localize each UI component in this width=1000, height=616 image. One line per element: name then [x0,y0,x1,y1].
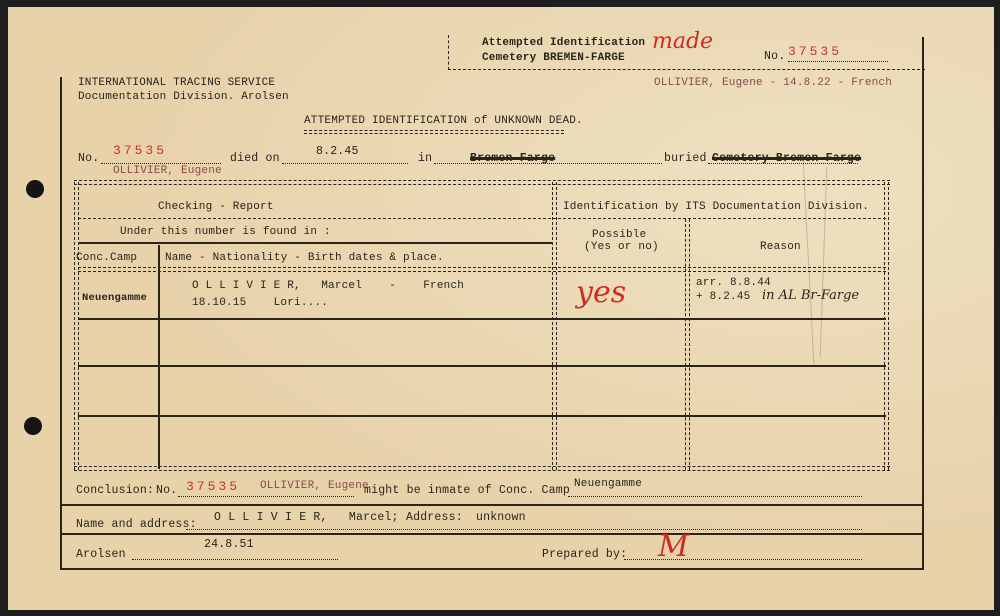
handwritten-made: made [652,29,714,54]
name-address-address-label: Address: [406,511,463,524]
paper-crease [803,157,815,367]
table-right-border [884,182,885,470]
conclusion-no-dots [178,496,354,497]
possible-subheader: (Yes or no) [584,241,659,253]
col-name-header: Name - Nationality - Birth dates & place. [165,252,444,264]
row1-camp: Neuengamme [82,292,148,304]
name-address-rule [60,533,924,535]
table-top-line-2 [74,184,890,185]
table-bottom-line [74,466,890,467]
org-line2: Documentation Division. Arolsen [78,91,289,103]
buried-label: buried [664,152,707,165]
name-address-name: O L L I V I E R, Marcel; [214,511,399,524]
name-address-label: Name and address: [76,518,197,531]
under-number-rule [78,242,552,244]
prepared-by-label: Prepared by: [542,548,628,561]
col-header-line [78,267,886,268]
record-no-label: No. [78,152,100,165]
row-separator-1 [78,318,886,320]
col-camp-header: Conc.Camp [76,252,138,264]
header-box-line2: Cemetery BREMEN-FARGE [482,52,625,64]
divider-camp-name [158,245,160,469]
footer-place: Arolsen [76,548,126,561]
record-name-red: OLLIVIER, Eugene [113,165,222,177]
name-address-address-value: unknown [476,511,526,524]
conclusion-no-value: 37535 [186,479,241,494]
header-no-dots [788,61,888,62]
divider-possible-reason [685,219,686,470]
conclusion-middle: might be inmate of Conc. Camp [364,484,570,497]
row-separator-3 [78,415,886,417]
col-header-line-2 [78,271,886,272]
index-card [8,7,994,610]
title-underline [304,130,564,134]
possible-header: Possible [592,229,647,241]
header-box-line1: Attempted Identification [482,37,646,49]
died-value: 8.2.45 [316,145,359,158]
row1-name-line2: 18.10.15 Lori.... [192,297,329,309]
frame-left [60,77,62,569]
row1-reason-line2: + 8.2.45 [696,291,751,303]
table-top-line [74,180,890,181]
table-left-border [74,182,75,470]
conclusion-no-label: No. [156,484,178,497]
row1-reason-handwritten: in AL Br-Farge [762,288,860,303]
in-value: Bremen-Farge [470,152,556,165]
divider-checking-ident-2 [556,182,557,470]
record-no-value: 37535 [113,143,168,158]
document-title: ATTEMPTED IDENTIFICATION of UNKNOWN DEAD. [304,115,583,127]
footer-date-dots [132,559,338,560]
table-bottom-line-2 [74,470,890,471]
checking-report-header: Checking - Report [158,201,274,213]
under-number-label: Under this number is found in : [120,226,331,238]
in-label: in [418,152,433,165]
ident-header: Identification by ITS Documentation Division. [563,201,870,213]
conclusion-rule [60,504,924,506]
row1-possible-yes: yes [576,275,627,310]
name-address-dots [186,529,862,530]
row1-name-line1: O L L I V I E R, Marcel - French [192,280,465,292]
record-no-dots [101,163,221,164]
row-separator-2 [78,365,886,367]
header-no-value: 37535 [788,44,843,59]
row1-reason-line1: arr. 8.8.44 [696,277,771,289]
header-no-label: No. [764,50,786,63]
buried-value: Cemetery Bremen-Farge [712,152,862,165]
frame-bottom [60,568,924,570]
header-row-line [78,218,886,219]
footer-date: 24.8.51 [204,538,254,551]
prepared-by-signature: M [658,529,689,564]
conclusion-name-red: OLLIVIER, Eugene [260,480,369,492]
org-line1: INTERNATIONAL TRACING SERVICE [78,77,276,89]
punch-hole-bottom [24,417,42,435]
conclusion-camp: Neuengamme [574,478,643,490]
punch-hole-top [26,180,44,198]
divider-checking-ident [552,182,553,470]
table-right-border-2 [888,182,889,470]
table-left-border-2 [78,182,79,470]
conclusion-camp-dots [568,496,862,497]
died-dots [282,163,408,164]
frame-right [922,37,924,569]
died-label: died on [230,152,280,165]
red-name-note: OLLIVIER, Eugene - 14.8.22 - French [654,77,893,89]
divider-possible-reason-2 [689,219,690,470]
paper-crease [820,167,828,357]
reason-header: Reason [760,241,801,253]
conclusion-label: Conclusion: [76,484,155,497]
